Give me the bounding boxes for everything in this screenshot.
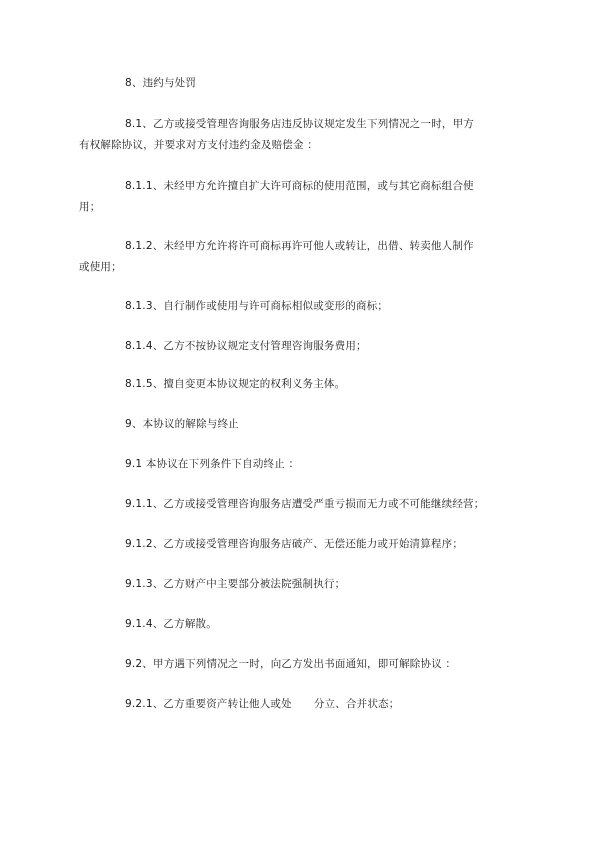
text-line: 8.1.1、未经甲方允许擅自扩大许可商标的使用范围，或与其它商标组合使: [125, 180, 474, 192]
text-line: 9.2、甲方遇下列情况之一时，向乙方发出书面通知，即可解除协议 ：: [125, 658, 457, 670]
text-segment: 分立、合并状态；: [313, 698, 400, 710]
text-line: 8.1.5、擅自变更本协议规定的权利义务主体。: [125, 378, 346, 390]
clause-9-2: [79, 654, 529, 675]
clause-8-1-3: [79, 296, 529, 317]
text-line: 9.1.2、乙方或接受管理咨询服务店破产、无偿还能力或开始清算程序；: [125, 538, 464, 550]
clause-9-1-1: [79, 494, 529, 515]
text-line: 9.1.3、乙方财产中主要部分被法院强制执行；: [125, 578, 346, 590]
clause-8-1-5: [79, 374, 529, 395]
text-line: 8.1.3、自行制作或使用与许可商标相似或变形的商标；: [125, 300, 389, 312]
text-line: 8.1.4、乙方不按协议规定支付管理咨询服务费用；: [125, 340, 367, 352]
clause-9-1-4: [79, 614, 529, 635]
text-line: 8.1、乙方或接受管理咨询服务店违反协议规定发生下列情况之一时，甲方: [125, 118, 474, 130]
text-segment: 9.2.1、乙方重要资产转让他人或处: [125, 698, 292, 710]
clause-8-1-1: [79, 176, 529, 218]
clause-8-1-4: [79, 336, 529, 357]
text-line: 9.1.4、乙方解散。: [125, 618, 217, 630]
text-line: 9.1.1、乙方或接受管理咨询服务店遭受严重亏损而无力或不可能继续经营；: [125, 498, 485, 510]
heading-section-9: [79, 414, 529, 435]
text-line: 9、本协议的解除与终止: [125, 418, 239, 430]
clause-9-1: [79, 454, 529, 475]
text-line: 或使用；: [79, 261, 122, 273]
text-line: 9.1 本协议在下列条件下自动终止 ：: [125, 458, 300, 470]
clause-8-1: [79, 114, 529, 156]
text-line: 8.1.2、未经甲方允许将许可商标再许可他人或转让，出借、转卖他人制作: [125, 240, 474, 252]
heading-section-8: [79, 73, 529, 94]
text-line: 用；: [79, 201, 101, 213]
clause-8-1-2: [79, 236, 529, 278]
clause-9-1-3: [79, 574, 529, 595]
text-line: [79, 694, 529, 715]
clause-9-2-1: [79, 694, 529, 715]
text-line: 有权解除协议，并要求对方支付违约金及赔偿金 ：: [79, 139, 318, 151]
clause-9-1-2: [79, 534, 529, 555]
text-line: 8、违约与处罚: [125, 77, 197, 89]
